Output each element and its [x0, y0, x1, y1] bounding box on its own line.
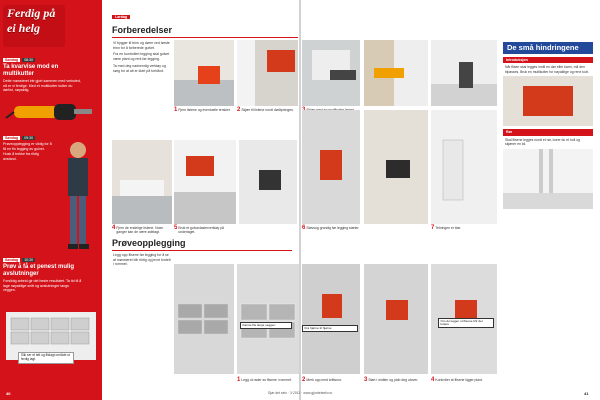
hindrances-sub1: Introduksjon [503, 57, 593, 63]
ferdig-logo [3, 5, 65, 47]
intro-para: Vi bygger til trinn og dører ved første trinn for å forberede gulvet. [113, 41, 170, 50]
hindrances-text2: Skal flisene legges rundt et rør, borer du et hull og skjærer en kil. [505, 137, 581, 147]
photo-bottom-3 [302, 264, 360, 374]
door-photo [503, 76, 593, 126]
multitool-image [4, 92, 98, 132]
hindrances-text1: Når flisen skal legges inntil en dør eller karm, må den tilpasses. Bruk en multikutter for nøyaktige og rene kutt. [505, 65, 589, 74]
footer-text: Gjør det selv · 3·2011 · www.gjordetselv.no [267, 391, 333, 395]
hindrances-heading: De små hindringene [503, 42, 593, 54]
photo-step-6b [302, 110, 360, 224]
caption-2 [237, 108, 298, 113]
logo-line1: Ferdig på [7, 6, 56, 20]
photo-step-5b [174, 140, 236, 224]
caption-bottom-3 [364, 378, 428, 383]
caption-text: Bruk et gulvavlasterverktøy på underlaget. [178, 226, 224, 235]
sidebar-panel-1 [3, 58, 82, 93]
photo-step-1 [174, 40, 234, 106]
caption-text: Merk opp med krittsnor. [306, 378, 342, 382]
panel-time: 10:30 [24, 258, 34, 262]
photo-bottom-4 [364, 264, 428, 374]
spread-gutter [299, 0, 301, 400]
caption-text: Fjern de endelige listene. Noen ganger kan de være ødelagt. [116, 226, 164, 235]
caption-text: Tetningen er klar. [435, 226, 462, 230]
photo-step-4b [112, 140, 172, 224]
caption-number: 6 [302, 225, 306, 231]
person-image [56, 138, 100, 258]
hindrances-sub2: Rør [503, 129, 593, 135]
caption-bottom-2 [302, 378, 360, 383]
caption-7 [431, 226, 497, 231]
caption-text: Skjær til listene rundt døråpningen. [241, 108, 294, 112]
section-header [112, 25, 298, 38]
intro-text [113, 41, 171, 75]
day-tag: Lørdag [112, 15, 130, 19]
panel-tag: Søndag [5, 136, 19, 140]
panel-time: 09:30 [24, 136, 34, 140]
panel-tag: Søndag [5, 258, 19, 262]
caption-text: Legg ut rader av flisene i rommet. [241, 378, 292, 382]
caption-number: 1 [174, 107, 178, 113]
photo-bottom-1 [174, 264, 234, 374]
caption-number: 7 [431, 225, 435, 231]
caption-number: 1 [237, 377, 241, 383]
caption-text: Støvsug grundig før legging starter. [306, 226, 360, 230]
left-sidebar [0, 0, 102, 400]
panel-body: Prøveopplegging er viktig for å få en fin legging av gulvet. Husk å trekke fra riktig avstand. [3, 142, 52, 161]
trial-layout-header [112, 238, 292, 251]
caption-number: 5 [174, 225, 178, 231]
intro-para: Ta med deg nødvendig verktøy og sørg for at alt er klart på forhånd. [113, 63, 166, 73]
photo-step-7 [364, 110, 428, 224]
caption-number: 4 [112, 225, 116, 231]
panel-time: 08:30 [24, 58, 34, 62]
label-box-1: Første flis langs veggen [240, 322, 292, 329]
caption-4 [112, 226, 172, 235]
panel-heading: Ta kvarvise mod en multikutter [3, 64, 59, 77]
caption-number: 3 [364, 377, 368, 383]
photo-step-4 [364, 40, 428, 106]
trial-layout-intro: Legg opp flisene før legging for å se at mønsteret blir riktig og jevnt fordelt i rommet. [113, 253, 171, 267]
panel-tag: Søndag [5, 58, 19, 62]
page-number-left: 40 [6, 391, 11, 396]
caption-5 [174, 226, 236, 235]
hindrances-box [503, 42, 593, 302]
panel-body: Forsiktig arbeid gir det beste resultatet. Ta tid til å lage nøyaktige snitt og avslutninger langs veggen. [3, 279, 82, 293]
section-title: Forberedelser [112, 25, 173, 35]
page-number-right: 41 [584, 391, 589, 396]
photo-step-6 [239, 140, 297, 224]
caption-text: Start i midten og jobb deg utover. [368, 378, 419, 382]
caption-bottom-1 [237, 378, 299, 383]
trial-layout-title: Prøveopplegging [112, 238, 186, 248]
pipe-photo [503, 149, 593, 209]
label-box-3: Om du legger ut flisene blir det lettere [438, 318, 494, 328]
intro-para: Fra en kontrollert legging skal gulvet være plant og rent før legging. [113, 52, 170, 62]
photo-step-8 [431, 110, 497, 224]
photo-bottom-2 [237, 264, 299, 374]
caption-number: 4 [431, 377, 435, 383]
sidebar-panel-3 [3, 258, 82, 293]
photo-step-2 [237, 40, 298, 106]
panel-heading: Prøv å få et penest mulig avslutninger [3, 264, 75, 277]
caption-text: Kontroller at flisene ligger plant. [435, 378, 483, 382]
caption-bottom-4 [431, 378, 497, 383]
label-box-2: Fra hjørne til hjørne [302, 325, 358, 332]
photo-step-5 [431, 40, 497, 106]
photo-step-3 [302, 40, 360, 106]
caption-number: 2 [237, 107, 241, 113]
caption-text: Fjern listene og eventuelle terskler. [178, 108, 231, 112]
tiles-caption: Slik ser et tett og flislagt område ut ferdig lagt. [18, 352, 74, 364]
caption-6 [302, 226, 360, 231]
caption-number: 2 [302, 377, 306, 383]
caption-1 [174, 108, 234, 113]
logo-line2: ei helg [7, 21, 40, 35]
panel-body: Dette mønsteret ble gjort sammen med verksted, nå er vi ferdige. Med et multikutter kutter du dørlist, nøyaktig. [3, 79, 81, 93]
